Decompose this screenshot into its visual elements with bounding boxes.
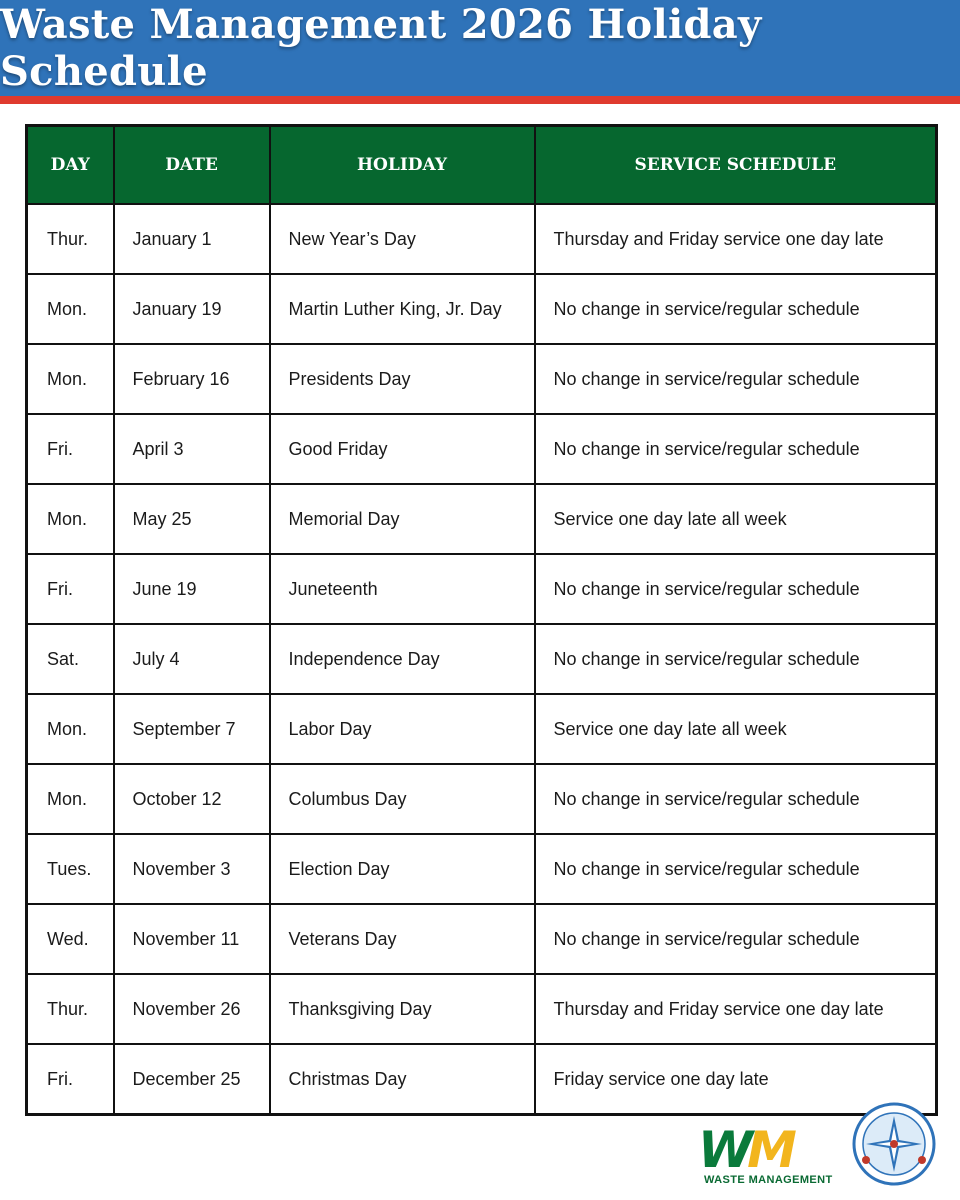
day-cell: Thur. <box>27 204 114 274</box>
holiday-cell: Good Friday <box>270 414 535 484</box>
table-row <box>27 904 937 974</box>
day-cell: Mon. <box>27 694 114 764</box>
service-cell: No change in service/regular schedule <box>535 834 937 904</box>
holiday-cell: Christmas Day <box>270 1044 535 1115</box>
red-divider-stripe <box>0 96 960 104</box>
wm-logo-mark: WM <box>698 1121 791 1179</box>
city-seal-icon <box>852 1102 936 1186</box>
column-header-service-schedule: SERVICE SCHEDULE <box>535 126 937 205</box>
date-cell: December 25 <box>114 1044 270 1115</box>
day-cell: Fri. <box>27 414 114 484</box>
service-cell: Service one day late all week <box>535 484 937 554</box>
service-cell: No change in service/regular schedule <box>535 274 937 344</box>
column-header-day: DAY <box>27 126 114 205</box>
holiday-cell: Memorial Day <box>270 484 535 554</box>
table-row <box>27 274 937 344</box>
day-cell: Thur. <box>27 974 114 1044</box>
holiday-cell: Juneteenth <box>270 554 535 624</box>
wm-logo-name: WASTE MANAGEMENT <box>704 1174 833 1186</box>
date-cell: September 7 <box>114 694 270 764</box>
holiday-cell: Independence Day <box>270 624 535 694</box>
day-cell: Mon. <box>27 484 114 554</box>
service-cell: Friday service one day late <box>535 1044 937 1115</box>
table-row <box>27 974 937 1044</box>
date-cell: May 25 <box>114 484 270 554</box>
table-row <box>27 764 937 834</box>
table-row <box>27 624 937 694</box>
service-cell: Thursday and Friday service one day late <box>535 974 937 1044</box>
holiday-cell: New Year’s Day <box>270 204 535 274</box>
service-cell: No change in service/regular schedule <box>535 624 937 694</box>
date-cell: July 4 <box>114 624 270 694</box>
day-cell: Mon. <box>27 344 114 414</box>
table-row <box>27 204 937 274</box>
day-cell: Mon. <box>27 764 114 834</box>
date-cell: January 1 <box>114 204 270 274</box>
holiday-cell: Columbus Day <box>270 764 535 834</box>
holiday-schedule-table <box>25 124 938 1116</box>
day-cell: Wed. <box>27 904 114 974</box>
date-cell: April 3 <box>114 414 270 484</box>
service-cell: Service one day late all week <box>535 694 937 764</box>
table-row <box>27 414 937 484</box>
date-cell: October 12 <box>114 764 270 834</box>
table-row <box>27 344 937 414</box>
holiday-cell: Election Day <box>270 834 535 904</box>
day-cell: Fri. <box>27 1044 114 1115</box>
wm-logo <box>698 1121 848 1190</box>
column-header-holiday: HOLIDAY <box>270 126 535 205</box>
service-cell: No change in service/regular schedule <box>535 554 937 624</box>
date-cell: January 19 <box>114 274 270 344</box>
date-cell: June 19 <box>114 554 270 624</box>
date-cell: November 11 <box>114 904 270 974</box>
title-banner <box>0 0 960 96</box>
holiday-cell: Veterans Day <box>270 904 535 974</box>
service-cell: No change in service/regular schedule <box>535 904 937 974</box>
service-cell: No change in service/regular schedule <box>535 764 937 834</box>
day-cell: Sat. <box>27 624 114 694</box>
table-row <box>27 694 937 764</box>
day-cell: Tues. <box>27 834 114 904</box>
table-header-row <box>27 126 937 205</box>
date-cell: November 26 <box>114 974 270 1044</box>
page-title: Waste Management 2026 Holiday Schedule <box>0 1 762 95</box>
column-header-date: DATE <box>114 126 270 205</box>
holiday-cell: Thanksgiving Day <box>270 974 535 1044</box>
service-cell: Thursday and Friday service one day late <box>535 204 937 274</box>
holiday-cell: Presidents Day <box>270 344 535 414</box>
service-cell: No change in service/regular schedule <box>535 414 937 484</box>
table-row <box>27 554 937 624</box>
holiday-cell: Martin Luther King, Jr. Day <box>270 274 535 344</box>
date-cell: February 16 <box>114 344 270 414</box>
day-cell: Mon. <box>27 274 114 344</box>
date-cell: November 3 <box>114 834 270 904</box>
holiday-cell: Labor Day <box>270 694 535 764</box>
service-cell: No change in service/regular schedule <box>535 344 937 414</box>
table-row <box>27 484 937 554</box>
table-row <box>27 834 937 904</box>
day-cell: Fri. <box>27 554 114 624</box>
footer-logos <box>698 1102 938 1192</box>
